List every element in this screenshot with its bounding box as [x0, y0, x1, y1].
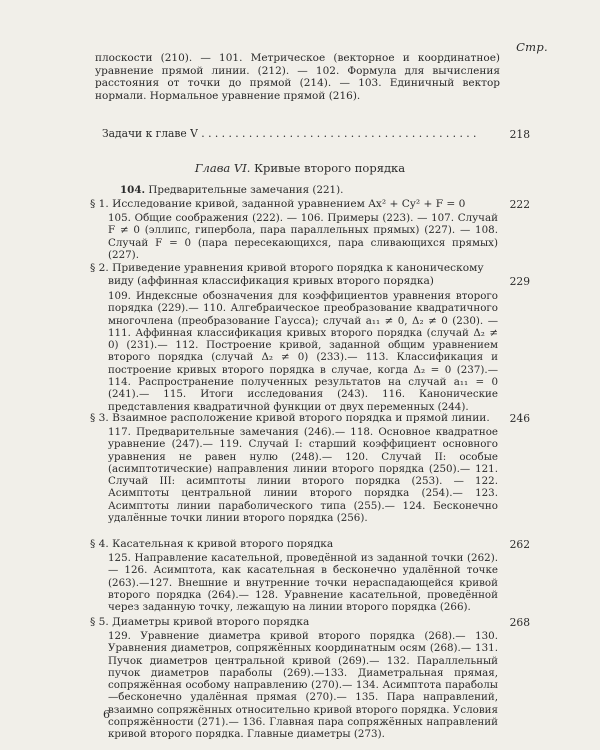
leader-dots: [198, 127, 477, 140]
continued-entry-text: плоскости (210). — 101. Метрическое (векторное и координатное) уравнение прямой линии. (212). — 102. Формула для вычисления расстояния от точки до прямой (214). — 103. Единичный вектор нормали. Нормальное уравнение прямой (216).: [95, 52, 500, 102]
toc-section-4[interactable]: [90, 538, 495, 551]
toc-tasks-page: 218: [509, 128, 530, 141]
toc-section-1[interactable]: [90, 198, 495, 211]
section-title: § 2. Приведение уравнения кривой второго порядка к каноническому виду (аффинная классификация кривых второго порядка): [90, 262, 484, 287]
section-body: 117. Предварительные замечания (246).— 118. Основное квадратное уравнение (247).— 119. Случай I: старший коэффициент основного уравнения не равен нулю (248).— 120. Случай II: особые (асимптотические) направления линии второго порядка (250).— 121. Случай III: асимптоты линии второго порядка (253). — 122. Асимптоты центральной линии второго порядка (254).— 123. Асимптоты линии параболического типа (255).— 124. Бесконечно удалённые точки линии второго порядка (256).: [108, 426, 498, 525]
intro-text: Предварительные замечания (221).: [148, 184, 344, 196]
chapter-prefix: Глава VI.: [194, 161, 251, 175]
toc-tasks-entry[interactable]: [102, 128, 492, 141]
chapter-heading: [0, 161, 600, 175]
section-body: 129. Уравнение диаметра кривой второго порядка (268).— 130. Уравнения диаметров, сопряжённых координатным осям (268).— 131. Пучок диаметров центральной кривой (269).— 132. Параллельный пучок диаметров параболы (269).—133. Диаметральная прямая, сопряжённая особому направлению (270).— 134. Асимптота параболы—бесконечно удалённая прямая (270).— 135. Пара направлений, взаимно сопряжённых относительно кривой второго порядка. Условия сопряжённости (271).— 136. Главная пара сопряжённых направлений кривой второго порядка. Главные диаметры (273).: [108, 630, 498, 741]
section-body: 105. Общие соображения (222). — 106. Примеры (223). — 107. Случай F ≠ 0 (эллипс, гипербола, пара параллельных прямых) (227). — 108. Случай F = 0 (пара пересекающихся, пара сливающихся прямых) (227).: [108, 212, 498, 261]
section-page: 229: [509, 275, 530, 288]
section-page: 268: [509, 616, 530, 629]
section-body: 109. Индексные обозначения для коэффициентов уравнения второго порядка (229).— 110. Алгебраическое преобразование квадратичного многочлена (преобразование Гаусса); случай a₁₁ ≠ 0, Δ₂ ≠ 0 (230). — 111. Аффинная классификация кривых второго порядка (случай Δ₂ ≠ 0) (231).— 112. Построение кривой, заданной общим уравнением второго порядка (случай Δ₂ ≠ 0) (233).— 113. Классификация и построение кривых второго порядка в случае, когда Δ₂ = 0 (237).— 114. Распространение полученных результатов на случай a₁₁ = 0 (241).— 115. Итоги исследования (243). 116. Канонические представления квадратичной функции от двух переменных (244).: [108, 290, 498, 413]
section-page: 262: [509, 538, 530, 551]
section-title: § 4. Касательная к кривой второго порядка: [90, 538, 334, 550]
section-title: § 5. Диаметры кривой второго порядка: [90, 616, 310, 628]
section-title: § 1. Исследование кривой, заданной уравнением Ax² + Cy² + F = 0: [90, 198, 466, 210]
section-body: 125. Направление касательной, проведённой из заданной точки (262).— 126. Асимптота, как касательная в бесконечно удалённой точке (263).—127. Внешние и внутренние точки нераспадающейся кривой второго порядка (264).— 128. Уравнение касательной, проведённой через заданную точку, лежащую на линии второго порядка (266).: [108, 552, 498, 614]
section-page: 246: [509, 412, 530, 425]
page-number: 6: [103, 708, 110, 721]
section-title: § 3. Взаимное расположение кривой второго порядка и прямой линии.: [90, 412, 490, 424]
page-column-label: Стр.: [516, 40, 548, 54]
toc-section-2[interactable]: [90, 262, 495, 288]
section-page: 222: [509, 198, 530, 211]
chapter-title: Кривые второго порядка: [254, 161, 406, 175]
toc-tasks-title: Задачи к главе V: [102, 127, 198, 140]
continued-entry: [95, 52, 500, 102]
intro-entry: [120, 184, 510, 196]
toc-section-5[interactable]: [90, 616, 495, 629]
intro-num: 104.: [120, 184, 146, 196]
toc-section-3[interactable]: [90, 412, 495, 425]
